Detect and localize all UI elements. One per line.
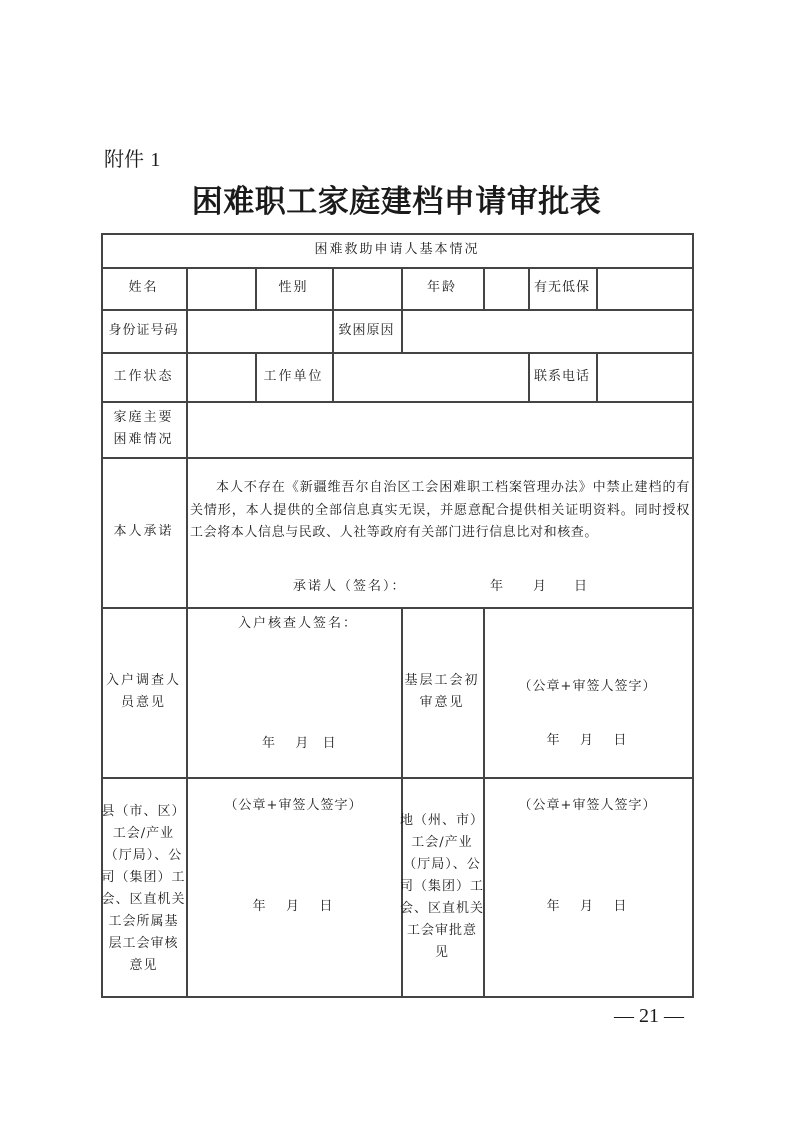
table-border-right bbox=[692, 233, 694, 998]
pledge-date-day: 日 bbox=[574, 579, 590, 594]
prefecture-label-line: （厅局）、公 bbox=[403, 856, 481, 872]
attachment-label bbox=[104, 143, 160, 172]
grassroots-stamp-note: （公章+审签人签字） bbox=[518, 679, 657, 694]
phone-field[interactable] bbox=[596, 352, 692, 401]
prefecture-approval-label bbox=[401, 777, 483, 996]
prefecture-label-line: 地（州、市） bbox=[400, 812, 485, 828]
county-date: 年 月 日 bbox=[252, 899, 335, 914]
prefecture-label-line: 工会审批意 bbox=[406, 922, 477, 938]
hardship-cause-label: 致困原因 bbox=[338, 322, 395, 338]
pledge-date-year: 年 bbox=[490, 579, 506, 594]
family-hardship-label-line2: 困难情况 bbox=[113, 432, 174, 447]
county-label-line: （厅局）、公 bbox=[104, 847, 183, 863]
family-hardship-label-line1: 家庭主要 bbox=[113, 410, 174, 425]
county-review-label bbox=[101, 777, 186, 996]
table-border-bottom bbox=[101, 996, 693, 998]
family-hardship-label bbox=[101, 401, 186, 457]
grassroots-review-label-line2: 审意见 bbox=[419, 695, 465, 710]
grassroots-review-label bbox=[401, 607, 483, 777]
county-label-line: 县（市、区） bbox=[101, 803, 186, 819]
survey-signer-label: 入户核查人签名： bbox=[238, 616, 359, 631]
id-number-label: 身份证号码 bbox=[108, 322, 179, 338]
gender-field[interactable] bbox=[332, 267, 401, 309]
row-divider bbox=[101, 777, 693, 779]
employer-field[interactable] bbox=[332, 352, 528, 401]
prefecture-label-line: 会、区直机关 bbox=[400, 900, 485, 916]
gender-label: 性别 bbox=[278, 280, 309, 295]
attachment-text: 附件 bbox=[104, 147, 144, 171]
age-label: 年龄 bbox=[426, 280, 457, 295]
prefecture-label-line: 见 bbox=[434, 944, 449, 960]
attachment-number: 1 bbox=[150, 149, 161, 171]
survey-opinion-label-line2: 员意见 bbox=[120, 695, 166, 710]
pledge-date-month: 月 bbox=[533, 579, 549, 594]
pledge-signature-field[interactable] bbox=[405, 572, 485, 594]
survey-opinion-label-line1: 入户调查人 bbox=[105, 673, 181, 688]
row-divider bbox=[101, 457, 693, 459]
work-status-label: 工作状态 bbox=[113, 368, 174, 384]
pledge-text: 本人不存在《新疆维吾尔自治区工会困难职工档案管理办法》中禁止建档的有关情形，本人提供的全部信息真实无误，并愿意配合提供相关证明资料。同时授权工会将本人信息与民政、人社等政府有关部门进行信息比对和核查。 bbox=[190, 480, 690, 540]
age-field[interactable] bbox=[483, 267, 528, 309]
employer-label: 工作单位 bbox=[263, 368, 324, 384]
county-label-line: 意见 bbox=[129, 957, 158, 973]
prefecture-stamp-note: （公章+审签人签字） bbox=[518, 798, 657, 813]
subsistence-field[interactable] bbox=[596, 267, 692, 309]
name-label: 姓名 bbox=[128, 280, 159, 295]
prefecture-date: 年 月 日 bbox=[546, 899, 629, 914]
county-label-line: 司（集团）工 bbox=[101, 869, 186, 885]
id-number-field[interactable] bbox=[186, 309, 332, 352]
county-label-line: 层工会审核 bbox=[108, 935, 179, 951]
section-header: 困难救助申请人基本情况 bbox=[314, 242, 480, 257]
grassroots-review-label-line1: 基层工会初 bbox=[404, 673, 480, 688]
name-field[interactable] bbox=[186, 267, 255, 309]
pledge-signer-label: 承诺人（签名）： bbox=[293, 579, 407, 594]
subsistence-label: 有无低保 bbox=[533, 280, 590, 295]
survey-date: 年 月 日 bbox=[262, 736, 338, 751]
prefecture-label-line: 司（集团）工 bbox=[400, 878, 485, 894]
page-title: 困难职工家庭建档申请审批表 bbox=[191, 184, 602, 220]
county-label-line: 会、区直机关 bbox=[101, 891, 186, 907]
row-divider bbox=[101, 607, 693, 609]
county-stamp-note: （公章+审签人签字） bbox=[224, 798, 363, 813]
survey-opinion-field[interactable] bbox=[188, 635, 399, 725]
grassroots-date: 年 月 日 bbox=[546, 733, 629, 748]
hardship-cause-field[interactable] bbox=[401, 309, 692, 352]
phone-label: 联系电话 bbox=[533, 368, 590, 384]
pledge-label: 本人承诺 bbox=[113, 524, 174, 539]
family-hardship-field[interactable] bbox=[186, 401, 692, 457]
work-status-field[interactable] bbox=[186, 352, 255, 401]
county-label-line: 工会/产业 bbox=[112, 825, 175, 841]
survey-opinion-label bbox=[101, 607, 186, 777]
prefecture-label-line: 工会/产业 bbox=[411, 834, 473, 850]
page-number: — 21 — bbox=[614, 1005, 684, 1027]
county-label-line: 工会所属基 bbox=[108, 913, 179, 929]
